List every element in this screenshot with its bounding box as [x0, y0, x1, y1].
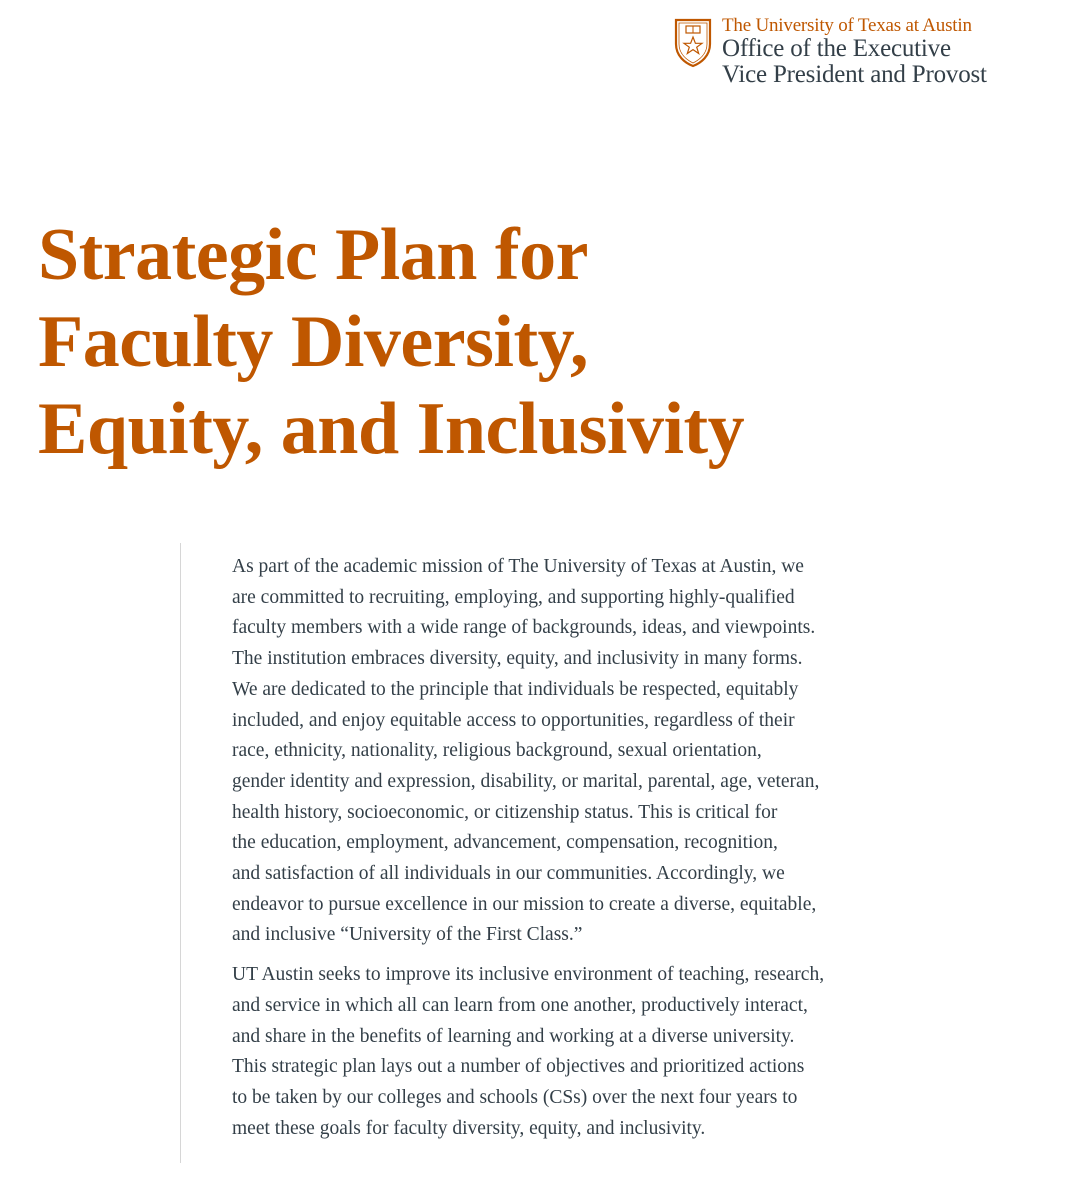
text-line: and inclusive “University of the First Class.” — [232, 924, 583, 946]
text-line: The institution embraces diversity, equity, and inclusivity in many forms. — [232, 648, 803, 670]
text-line: the education, employment, advancement, compensation, recognition, — [232, 832, 778, 854]
office-line-1: Office of the Executive — [722, 35, 951, 62]
paragraph-2 — [232, 960, 1022, 1144]
text-line: endeavor to pursue excellence in our mission to create a diverse, equitable, — [232, 893, 817, 915]
text-line: faculty members with a wide range of backgrounds, ideas, and viewpoints. — [232, 617, 816, 639]
office-line-2: Vice President and Provost — [722, 61, 987, 88]
text-line: meet these goals for faculty diversity, equity, and inclusivity. — [232, 1117, 706, 1139]
text-line: included, and enjoy equitable access to opportunities, regardless of their — [232, 709, 795, 731]
text-line: and satisfaction of all individuals in our communities. Accordingly, we — [232, 863, 785, 885]
text-line: We are dedicated to the principle that individuals be respected, equitably — [232, 678, 799, 700]
text-line: UT Austin seeks to improve its inclusive environment of teaching, research, — [232, 964, 825, 986]
body-text — [232, 552, 1022, 1153]
text-line: to be taken by our colleges and schools (CSs) over the next four years to — [232, 1086, 798, 1108]
text-line: gender identity and expression, disability, or marital, parental, age, veteran, — [232, 770, 820, 792]
text-line: health history, socioeconomic, or citizenship status. This is critical for — [232, 801, 778, 823]
paragraph-1 — [232, 552, 1022, 951]
title-line-1: Strategic Plan for — [38, 214, 588, 296]
text-line: race, ethnicity, nationality, religious background, sexual orientation, — [232, 740, 762, 762]
header-text — [722, 16, 987, 88]
title-line-2: Faculty Diversity, — [38, 301, 589, 383]
text-line: This strategic plan lays out a number of objectives and prioritized actions — [232, 1056, 805, 1078]
vertical-divider — [180, 543, 181, 1163]
text-line: As part of the academic mission of The University of Texas at Austin, we — [232, 556, 804, 577]
page-header — [674, 16, 987, 88]
title-line-3: Equity, and Inclusivity — [38, 388, 745, 470]
text-line: and service in which all can learn from one another, productively interact, — [232, 994, 808, 1016]
text-line: and share in the benefits of learning and working at a diverse university. — [232, 1025, 795, 1047]
page-title — [38, 212, 744, 473]
text-line: are committed to recruiting, employing, and supporting highly-qualified — [232, 586, 795, 608]
ut-shield-icon — [674, 18, 712, 68]
university-name: The University of Texas at Austin — [722, 15, 972, 36]
